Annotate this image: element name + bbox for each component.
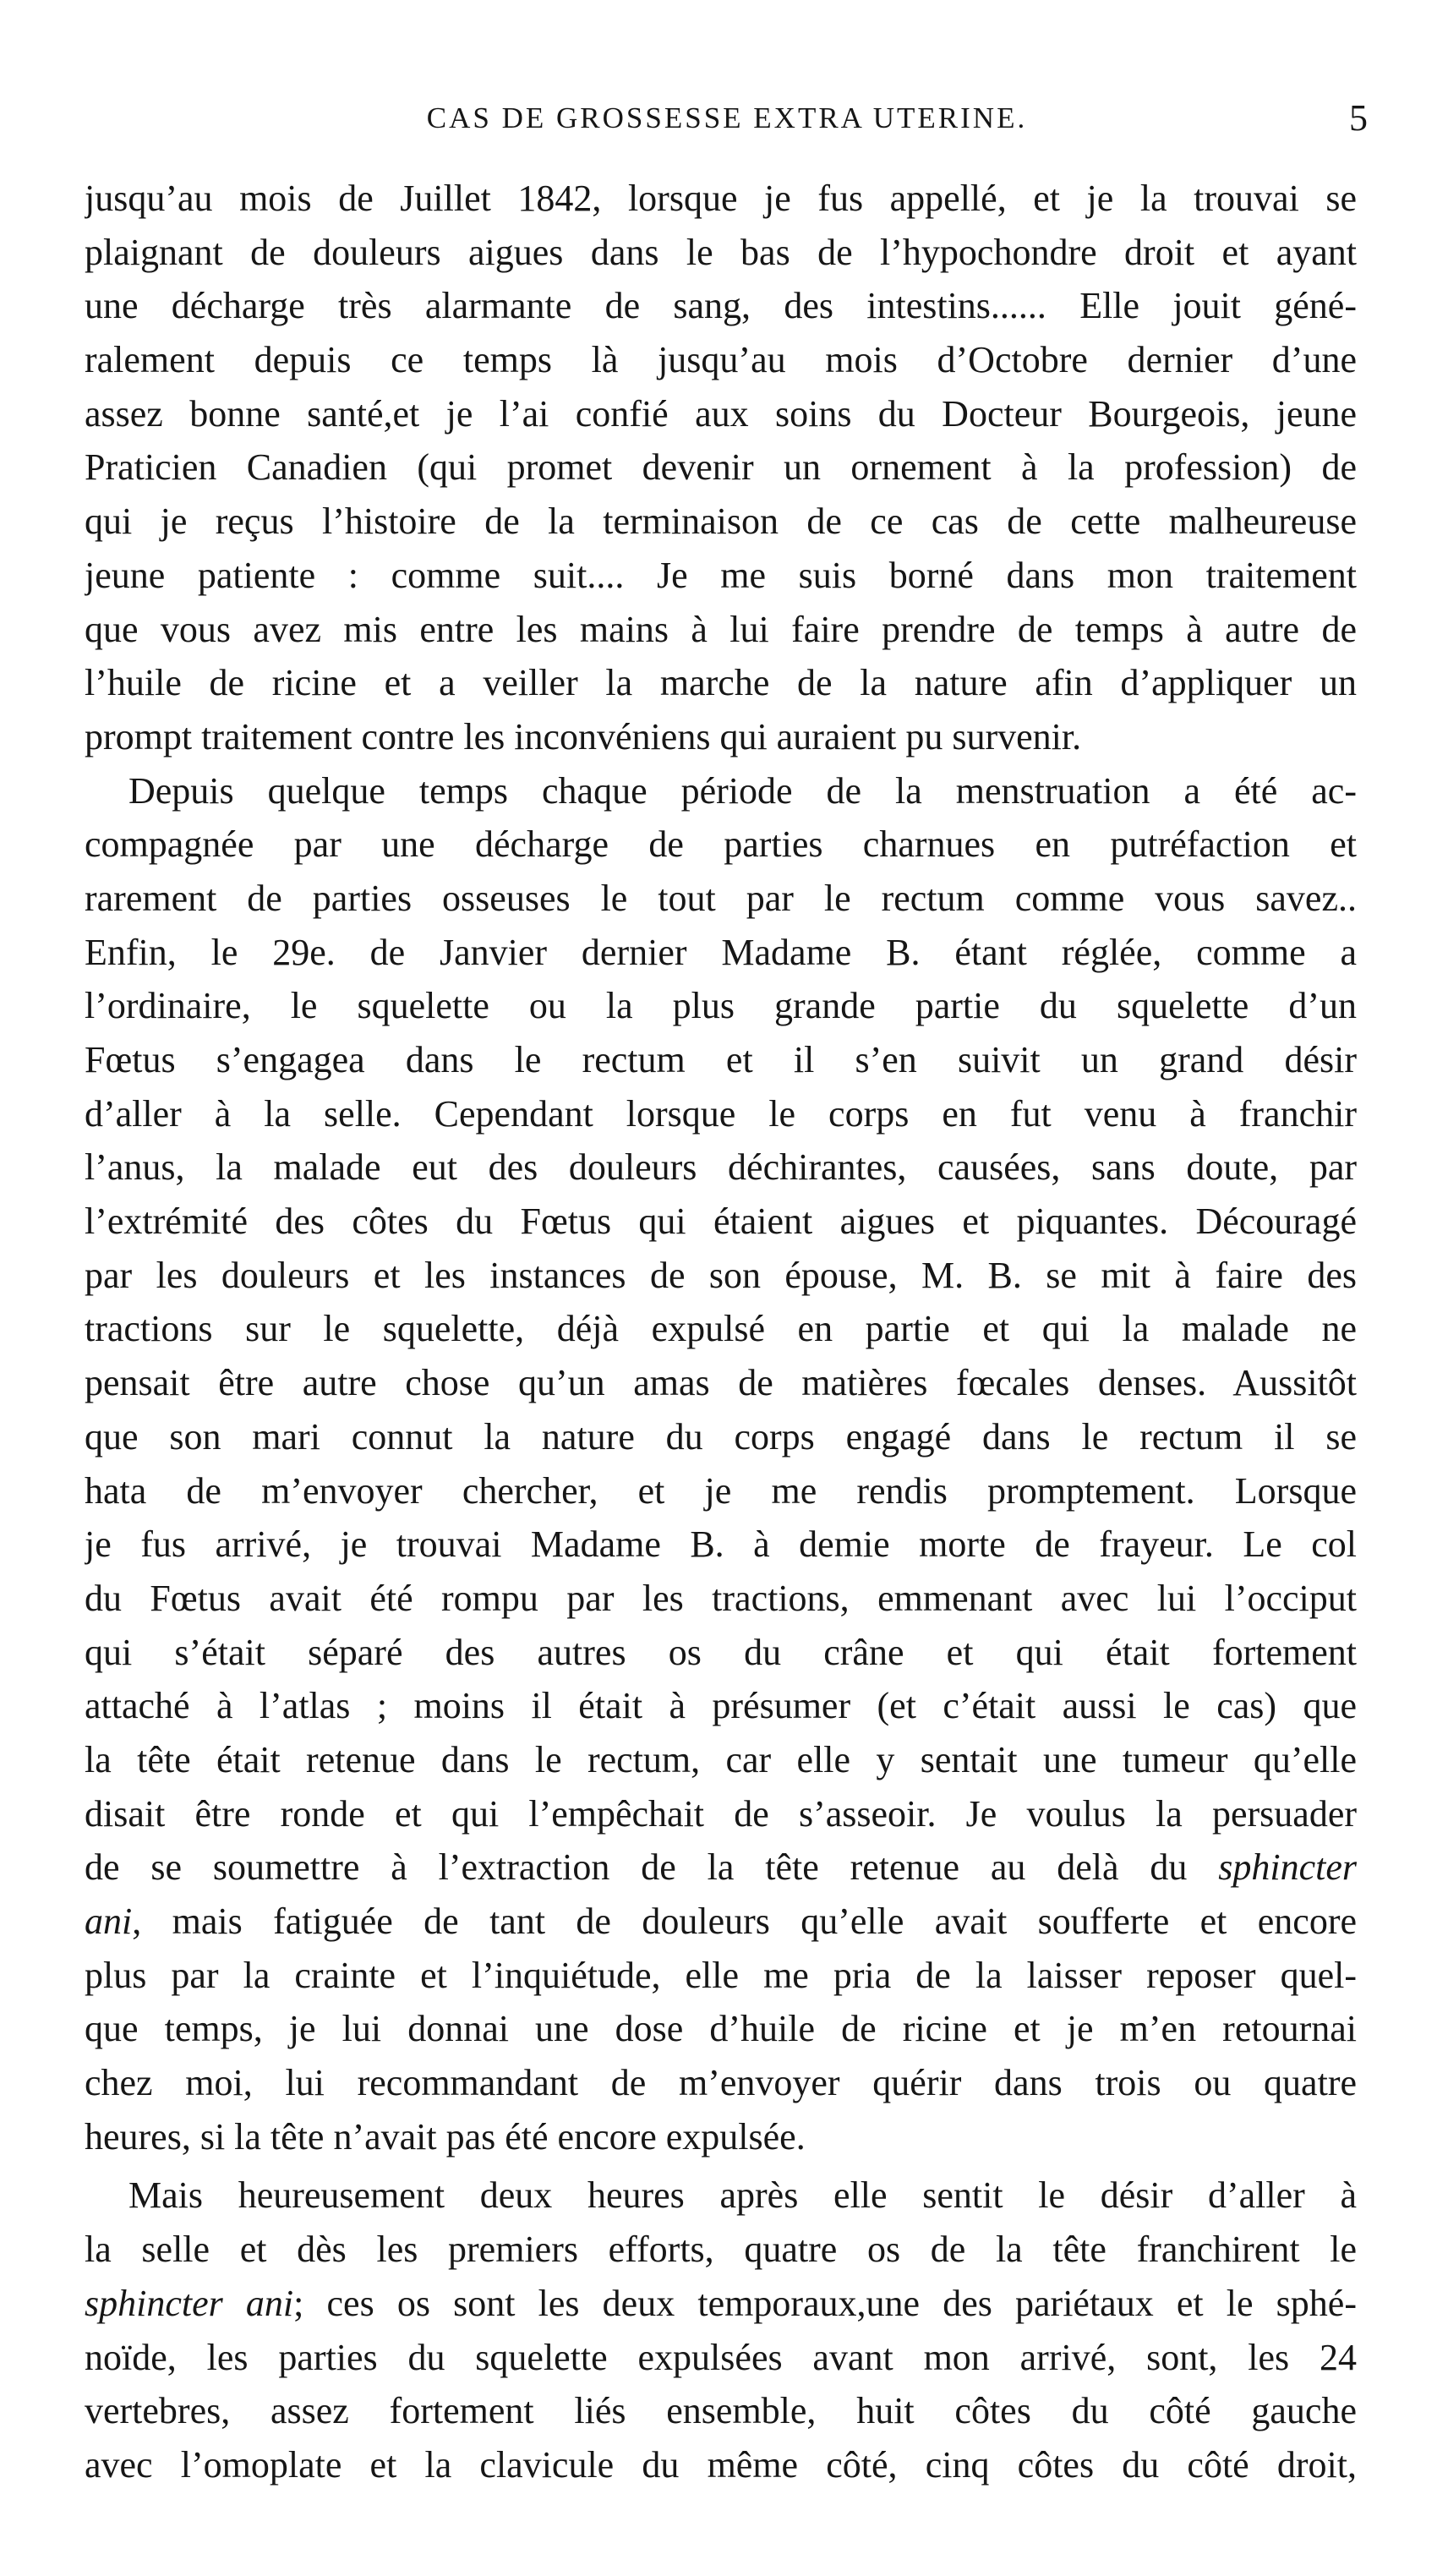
text-line: compagnée par une décharge de parties charnues en putréfaction et [85, 823, 1357, 866]
text-line: chez moi, lui recommandant de m’envoyer quérir dans trois ou quatre [85, 2062, 1357, 2104]
text-line: Fœtus s’engagea dans le rectum et il s’en suivit un grand désir [85, 1039, 1357, 1080]
text-line: de se soumettre à l’extraction de la tête retenue au delà du sphincter [85, 1846, 1357, 1889]
paragraph-2 [85, 764, 1357, 2164]
text-line: rarement de parties osseuses le tout par le rectum comme vous savez.. [85, 877, 1357, 919]
text-line: ani, mais fatiguée de tant de douleurs qu’elle avait soufferte et encore [85, 1901, 1357, 1942]
paragraph-3 [85, 2169, 1357, 2491]
text-line: disait être ronde et qui l’empêchait de s’asseoir. Je voulus la persuader [85, 1792, 1357, 1835]
text-line: que temps, je lui donnai une dose d’huile de ricine et je m’en retournai [85, 2008, 1357, 2050]
text-line: tractions sur le squelette, déjà expulsé en partie et qui la malade ne [85, 1308, 1357, 1350]
text-line: je fus arrivé, je trouvai Madame B. à demie morte de frayeur. Le col [85, 1523, 1357, 1566]
text-line: hata de m’envoyer chercher, et je me rendis promptement. Lorsque [85, 1469, 1357, 1512]
text-line: Praticien Canadien (qui promet devenir un ornement à la profession) de [85, 446, 1357, 489]
text-line: la selle et dès les premiers efforts, quatre os de la tête franchirent le [85, 2229, 1357, 2271]
text-line: que son mari connut la nature du corps engagé dans le rectum il se [85, 1415, 1357, 1458]
text-line: l’anus, la malade eut des douleurs déchirantes, causées, sans doute, par [85, 1146, 1357, 1189]
running-head [85, 93, 1369, 144]
text-line: avec l’omoplate et la clavicule du même côté, cinq côtes du côté droit, [85, 2443, 1357, 2486]
running-title: CAS DE GROSSESSE EXTRA UTERINE. [426, 101, 1028, 134]
text-line: une décharge très alarmante de sang, des intestins...... Elle jouit géné- [85, 285, 1357, 327]
text-line: Depuis quelque temps chaque période de la menstruation a été ac- [128, 769, 1357, 812]
text-line: l’ordinaire, le squelette ou la plus grande partie du squelette d’un [85, 985, 1357, 1027]
text-line: Mais heureusement deux heures après elle sentit le désir d’aller à [128, 2174, 1357, 2217]
text-line: heures, si la tête n’avait pas été encore expulsée. [85, 2115, 806, 2158]
text-line: plus par la crainte et l’inquiétude, elle me pria de la laisser reposer quel- [85, 1954, 1357, 1996]
body-text [85, 172, 1357, 2492]
text-line: que vous avez mis entre les mains à lui faire prendre de temps à autre de [85, 608, 1357, 650]
text-line: qui s’était séparé des autres os du crâne et qui était fortement [85, 1631, 1357, 1673]
text-line: jusqu’au mois de Juillet 1842, lorsque je fus appellé, et je la trouvai se [85, 178, 1357, 219]
text-line: d’aller à la selle. Cependant lorsque le corps en fut venu à franchir [85, 1092, 1357, 1135]
text-line: jeune patiente : comme suit.... Je me suis borné dans mon traitement [85, 554, 1357, 596]
paragraph-1 [85, 172, 1357, 764]
text-line: prompt traitement contre les inconvéniens qui auraient pu survenir. [85, 715, 1082, 757]
text-line: Enfin, le 29e. de Janvier dernier Madame B. étant réglée, comme a [85, 931, 1357, 973]
text-line: qui je reçus l’histoire de la terminaison de ce cas de cette malheureuse [85, 500, 1357, 543]
text-line: vertebres, assez fortement liés ensemble, huit côtes du côté gauche [85, 2390, 1357, 2432]
page-number: 5 [1349, 97, 1368, 139]
text-line: plaignant de douleurs aigues dans le bas de l’hypochondre droit et ayant [85, 231, 1357, 273]
text-line: par les douleurs et les instances de son épouse, M. B. se mit à faire des [85, 1254, 1357, 1296]
text-line: attaché à l’atlas ; moins il était à présumer (et c’était aussi le cas) que [85, 1685, 1357, 1727]
text-line: ralement depuis ce temps là jusqu’au mois d’Octobre dernier d’une [85, 339, 1357, 381]
text-line: noïde, les parties du squelette expulsées avant mon arrivé, sont, les 24 [85, 2336, 1357, 2378]
text-line: assez bonne santé,et je l’ai confié aux soins du Docteur Bourgeois, jeune [85, 392, 1357, 435]
text-line: la tête était retenue dans le rectum, car elle y sentait une tumeur qu’elle [85, 1738, 1357, 1780]
text-line: pensait être autre chose qu’un amas de matières fœcales denses. Aussitôt [85, 1362, 1357, 1404]
text-line: l’extrémité des côtes du Fœtus qui étaient aigues et piquantes. Découragé [85, 1200, 1357, 1243]
text-line: sphincter ani; ces os sont les deux temporaux,une des pariétaux et le sphé- [85, 2282, 1357, 2324]
text-line: du Fœtus avait été rompu par les tractions, emmenant avec lui l’occiput [85, 1577, 1357, 1619]
text-line: l’huile de ricine et a veiller la marche de la nature afin d’appliquer un [85, 662, 1357, 704]
